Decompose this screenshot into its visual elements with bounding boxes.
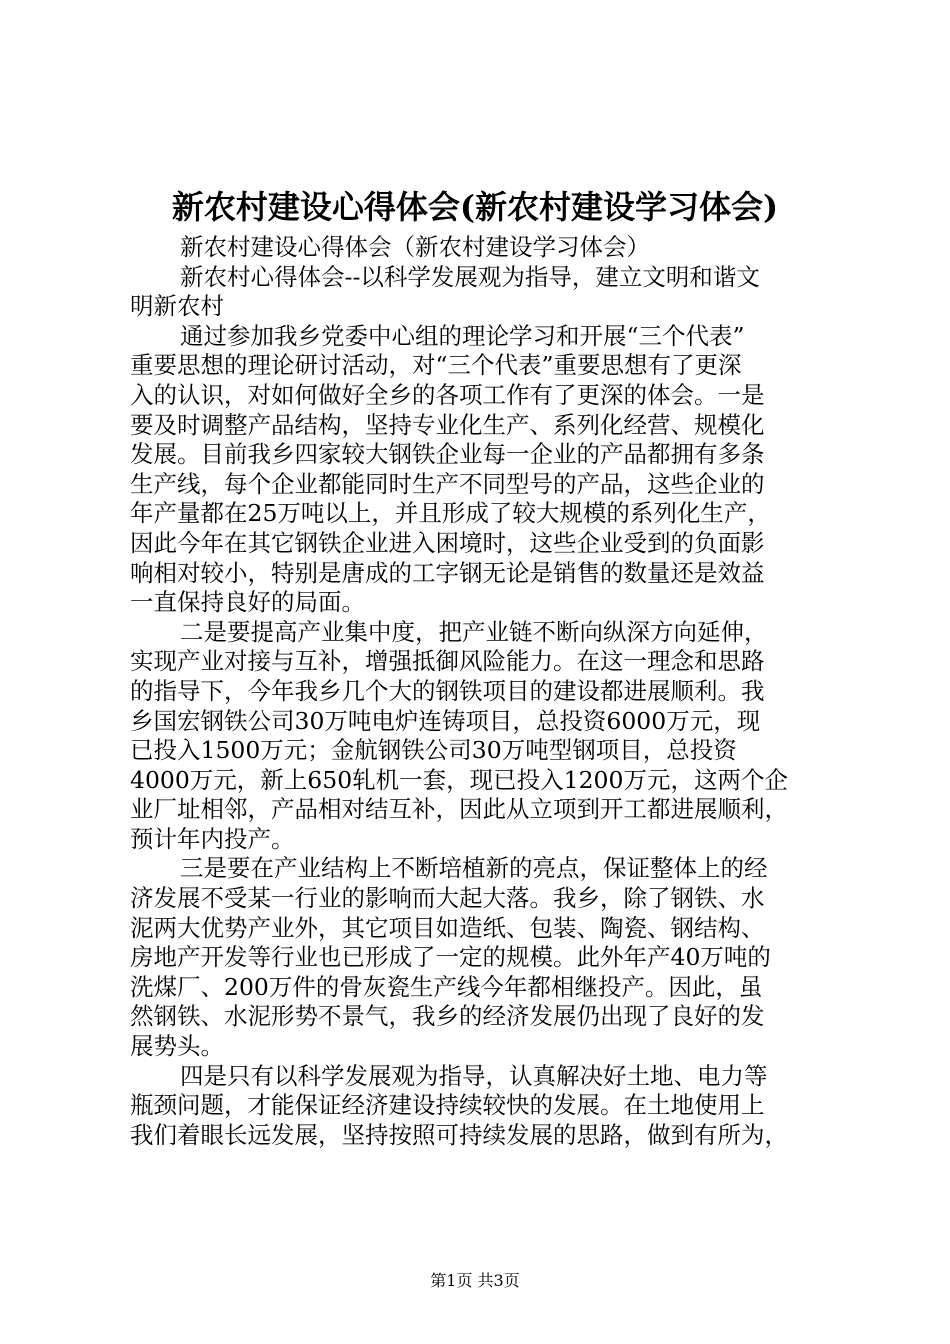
body-line: 二是要提高产业集中度，把产业链不断向纵深方向延伸， xyxy=(180,617,768,646)
body-line: 发展。目前我乡四家较大钢铁企业每一企业的产品都拥有多条 xyxy=(130,440,765,469)
body-line: 通过参加我乡党委中心组的理论学习和开展“三个代表” xyxy=(180,321,745,350)
body-line: 重要思想的理论研讨活动，对“三个代表”重要思想有了更深 xyxy=(130,351,742,380)
body-line: 业厂址相邻，产品相对结互补，因此从立项到开工都进展顺利， xyxy=(130,795,788,824)
body-line: 我们着眼长远发展，坚持按照可持续发展的思路，做到有所为， xyxy=(130,1120,788,1149)
body-line: 然钢铁、水泥形势不景气，我乡的经济发展仍出现了良好的发 xyxy=(130,1002,765,1031)
body-line: 预计年内投产。 xyxy=(130,824,295,853)
body-line: 生产线，每个企业都能同时生产不同型号的产品，这些企业的 xyxy=(130,469,765,498)
body-line: 4000万元，新上650轧机一套，现已投入1200万元，这两个企 xyxy=(130,765,788,794)
body-line: 泥两大优势产业外，其它项目如造纸、包装、陶瓷、钢结构、 xyxy=(130,913,765,942)
body-line: 瓶颈问题，才能保证经济建设持续较快的发展。在土地使用上 xyxy=(130,1091,765,1120)
body-line: 乡国宏钢铁公司30万吨电炉连铸项目，总投资6000万元，现 xyxy=(130,706,761,735)
body-line: 房地产开发等行业也已形成了一定的规模。此外年产40万吨的 xyxy=(130,943,771,972)
body-line: 因此今年在其它钢铁企业进入困境时，这些企业受到的负面影 xyxy=(130,528,765,557)
body-line: 济发展不受某一行业的影响而大起大落。我乡，除了钢铁、水 xyxy=(130,884,765,913)
body-line: 响相对较小，特别是唐成的工字钢无论是销售的数量还是效益 xyxy=(130,558,765,587)
body-line: 已投入1500万元；金航钢铁公司30万吨型钢项目，总投资 xyxy=(130,736,737,765)
document-title: 新农村建设心得体会(新农村建设学习体会) xyxy=(171,188,779,226)
document-body xyxy=(130,233,830,1150)
body-line: 展势头。 xyxy=(130,1032,224,1061)
body-line: 年产量都在25万吨以上，并且形成了较大规模的系列化生产， xyxy=(130,499,771,528)
page-footer: 第1页 共3页 xyxy=(430,1271,520,1290)
body-line: 的指导下，今年我乡几个大的钢铁项目的建设都进展顺利。我 xyxy=(130,676,765,705)
body-line: 洗煤厂、200万件的骨灰瓷生产线今年都相继投产。因此，虽 xyxy=(130,972,763,1001)
body-line: 四是只有以科学发展观为指导，认真解决好土地、电力等 xyxy=(180,1061,768,1090)
body-line: 入的认识，对如何做好全乡的各项工作有了更深的体会。一是 xyxy=(130,380,765,409)
body-line: 要及时调整产品结构，坚持专业化生产、系列化经营、规模化 xyxy=(130,410,765,439)
body-line: 实现产业对接与互补，增强抵御风险能力。在这一理念和思路 xyxy=(130,647,765,676)
body-line: 新农村心得体会--以科学发展观为指导，建立文明和谐文 xyxy=(180,262,760,291)
body-line: 明新农村 xyxy=(130,292,224,321)
body-line: 新农村建设心得体会（新农村建设学习体会） xyxy=(180,233,650,261)
body-line: 一直保持良好的局面。 xyxy=(130,588,365,617)
body-line: 三是要在产业结构上不断培植新的亮点，保证整体上的经 xyxy=(180,854,768,883)
